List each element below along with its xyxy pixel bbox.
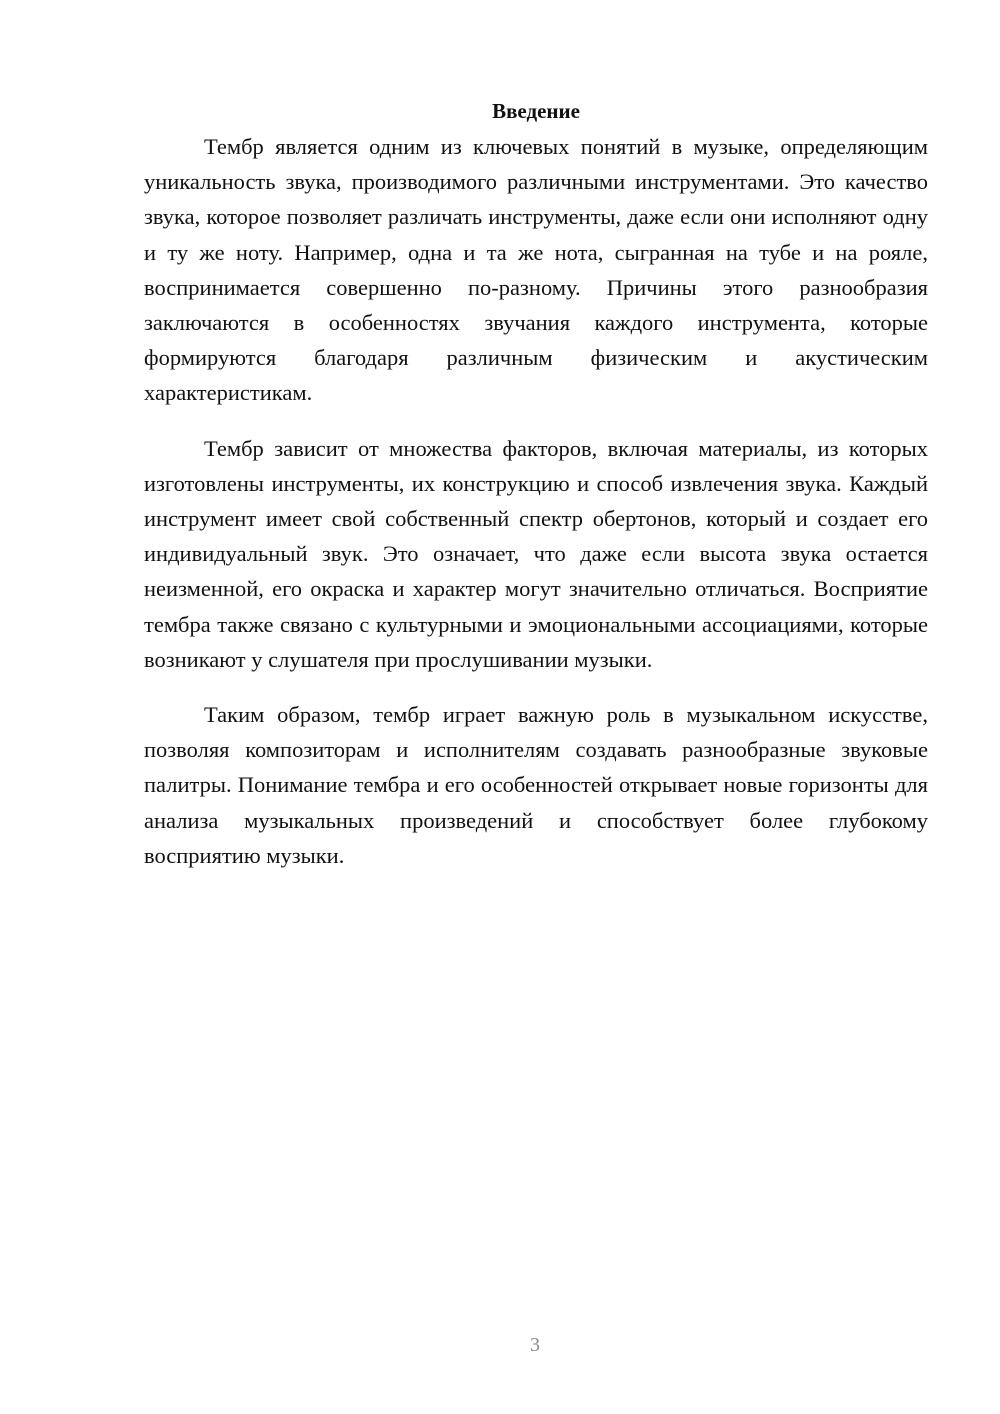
paragraph-1: Тембр является одним из ключевых понятий в музыке, определяющим уникальность звука, производимого различными инструментами. Это качество звука, которое позволяет различать инструменты, даже если они исполняют одну и ту же ноту. Например, одна и та же нота, сыгранная на тубе и на рояле, воспринимается совершенно по-разному. Причины этого разнообразия заключаются в особенностях звучания каждого инструмента, которые формируются благодаря различным физическим и акустическим характеристикам. bbox=[144, 134, 928, 406]
page-number: 3 bbox=[530, 1334, 540, 1356]
paragraph-3: Таким образом, тембр играет важную роль в музыкальном искусстве, позволяя композиторам и исполнителям создавать разнообразные звуковые палитры. Понимание тембра и его особенностей открывает новые горизонты для анализа музыкальных произведений и способствует более глубокому восприятию музыки. bbox=[144, 702, 928, 868]
paragraph-2: Тембр зависит от множества факторов, включая материалы, из которых изготовлены инструменты, их конструкцию и способ извлечения звука. Каждый инструмент имеет свой собственный спектр обертонов, который и создает его индивидуальный звук. Это означает, что даже если высота звука остается неизменной, его окраска и характер могут значительно отличаться. Восприятие тембра также связано с культурными и эмоциональными ассоциациями, которые возникают у слушателя при прослушивании музыки. bbox=[144, 435, 928, 672]
page-content bbox=[144, 96, 928, 893]
section-title: Введение bbox=[492, 99, 580, 123]
